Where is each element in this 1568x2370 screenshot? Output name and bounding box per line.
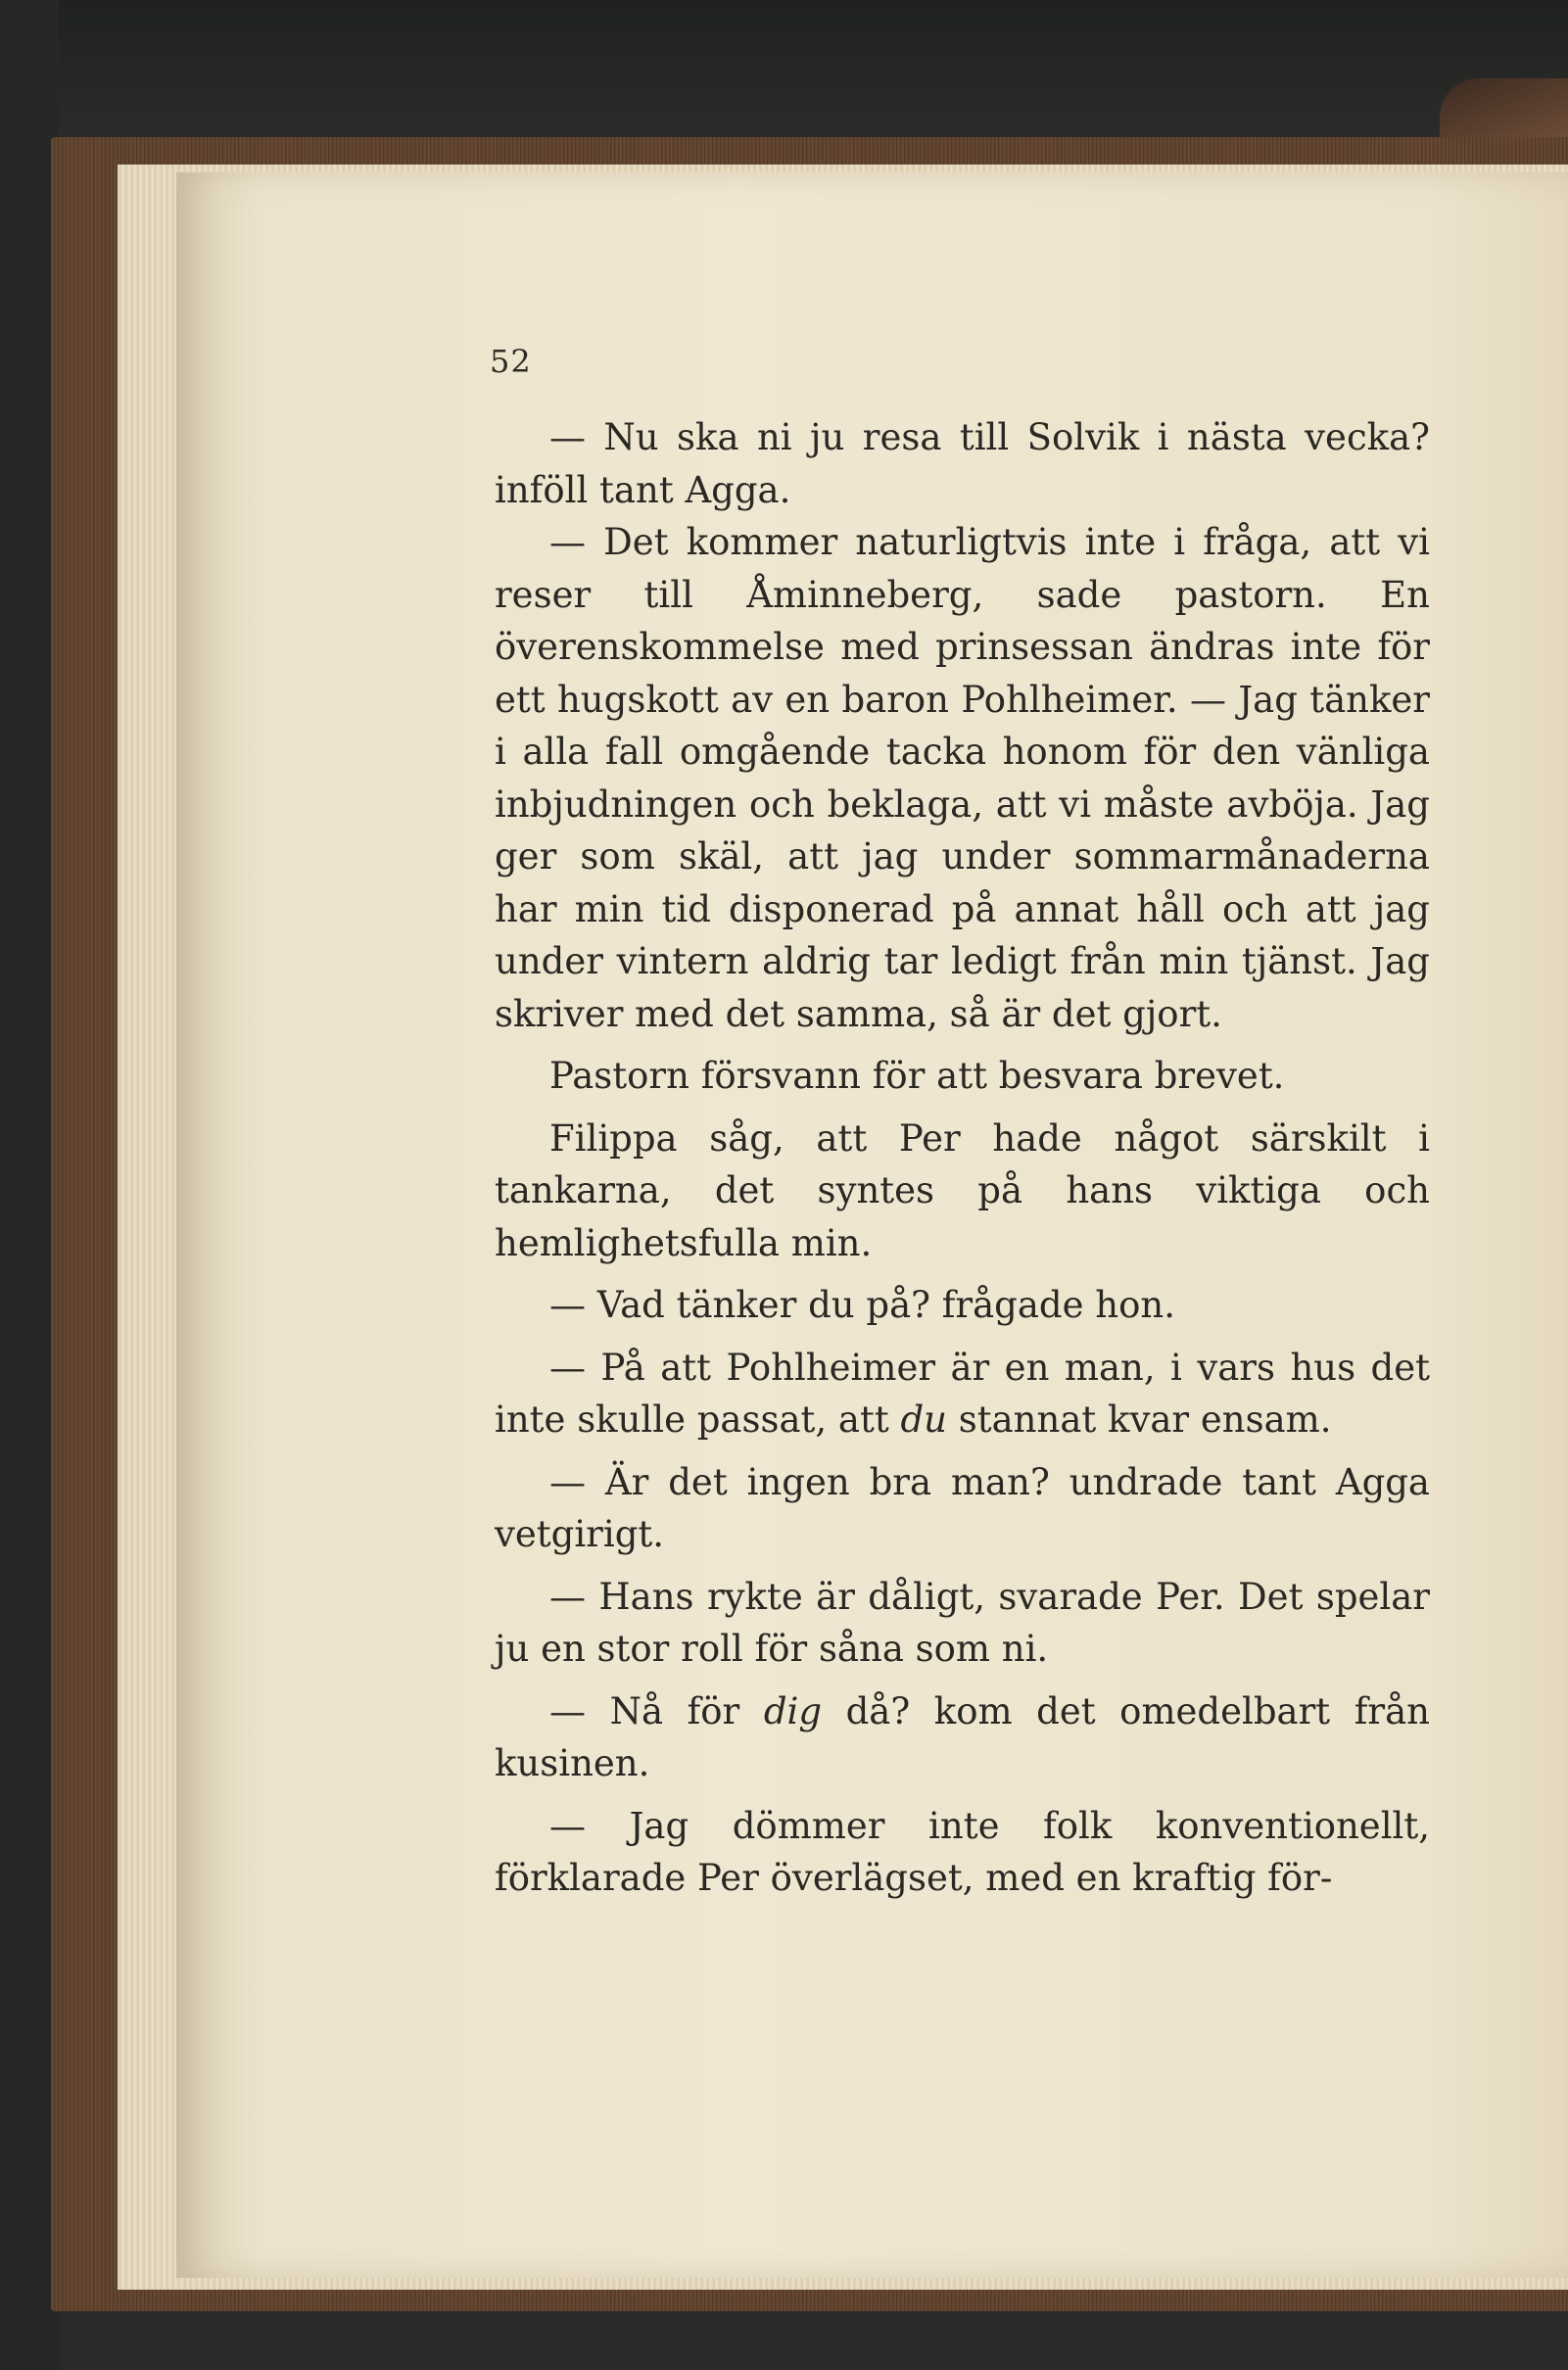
paragraph: — Hans rykte är dåligt, svarade Per. Det spelar ju en stor roll för såna som ni.: [495, 1575, 1430, 1670]
paragraph: Pastorn försvann för att besvara brevet.: [549, 1055, 1285, 1097]
paragraph: — Vad tänker du på? frågade hon.: [549, 1284, 1175, 1326]
page-number: 52: [490, 343, 532, 380]
paragraph: — Är det ingen bra man? undrade tant Agga vetgirigt.: [495, 1460, 1430, 1555]
paragraph: — Jag dömmer inte folk konventionellt, förklarade Per överlägset, med en kraftig för-: [495, 1804, 1430, 1899]
paragraph: — Det kommer naturligtvis inte i fråga, att vi reser till Åminneberg, sade pastorn. En överenskommelse med prinsessan ändras inte för ett hugskott av en baron Pohlheimer. — Jag tänker i alla fall omgående tacka honom för den vänliga inbjudningen och beklaga, att vi måste avböja. Jag ger som skäl, att jag under sommarmånaderna har min tid disponerad på annat håll och att jag under vintern aldrig tar ledigt från min tjänst. Jag skriver med det samma, så är det gjort.: [495, 521, 1430, 1035]
background-left: [0, 0, 59, 2370]
paragraph: — Nå för dig då? kom det omedelbart från kusinen.: [495, 1689, 1430, 1784]
paragraph: — På att Pohlheimer är en man, i vars hus det inte skulle passat, att du stannat kvar ensam.: [495, 1346, 1430, 1441]
paragraph: Filippa såg, att Per hade något särskilt i tankarna, det syntes på hans viktiga och hemlighetsfulla min.: [495, 1116, 1430, 1264]
body-text: [495, 411, 1430, 1905]
paragraph: — Nu ska ni ju resa till Solvik i nästa vecka? inföll tant Agga.: [495, 416, 1430, 511]
